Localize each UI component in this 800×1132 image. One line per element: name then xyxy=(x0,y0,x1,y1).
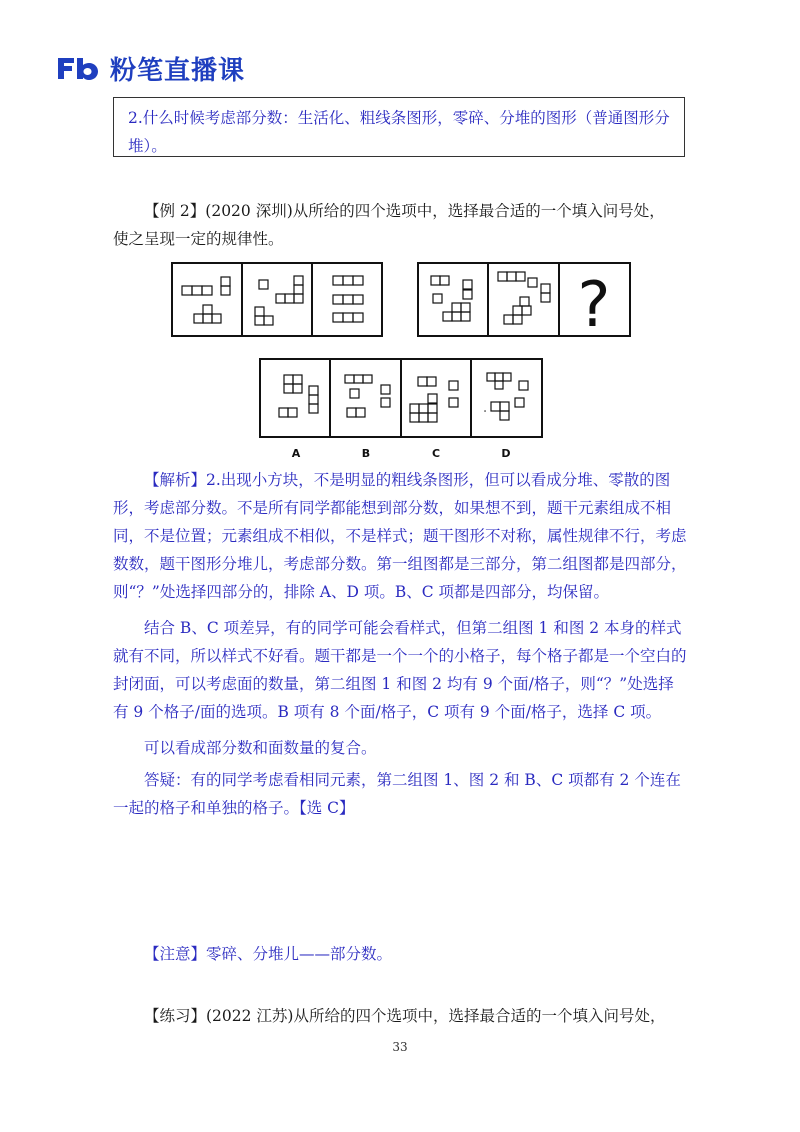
analysis-section xyxy=(113,466,687,822)
brand-name: 粉笔直播课 xyxy=(110,55,246,86)
panel-4-shapes xyxy=(431,276,472,321)
option-d-shapes xyxy=(485,373,528,420)
option-c-shapes xyxy=(410,377,458,422)
analysis-paragraph-3: 可以看成部分数和面数量的复合。 xyxy=(144,739,377,757)
panel-1-shapes xyxy=(182,277,230,323)
option-label-c: C xyxy=(431,447,441,460)
panel-3-shapes xyxy=(333,276,363,322)
analysis-paragraph-4: 答疑：有的同学考虑看相同元素，第二组图 1、图 2 和 B、C 项都有 2 个连在一起的格子和单独的格子。【选 C】 xyxy=(113,771,681,817)
option-label-d: D xyxy=(501,447,511,460)
key-point-box: 2.什么时候考虑部分数：生活化、粗线条图形，零碎、分堆的图形（普通图形分堆）。 xyxy=(113,97,685,157)
option-b-shapes xyxy=(345,375,390,417)
group1-panel-frame xyxy=(172,263,382,336)
question-mark: ? xyxy=(577,268,611,341)
panel-5-shapes xyxy=(498,272,550,324)
puzzle-figure xyxy=(0,0,800,470)
option-a-shapes xyxy=(279,375,318,417)
page-number: 33 xyxy=(392,1040,408,1054)
option-label-b: B xyxy=(361,447,371,460)
example-line-1: 【例 2】(2020 深圳)从所给的四个选项中，选择最合适的一个填入问号处， xyxy=(144,202,665,220)
analysis-paragraph-2: 结合 B、C 项差异，有的同学可能会看样式，但第二组图 1 和图 2 本身的样式就有不同，所以样式不好看。题干都是一个一个的小格子，每个格子都是一个空白的封闭面，可以考虑面的数量，第二组图 1 和图 2 均有 9 个面/格子，则“？”处选择有 9 个格子/面的选项。B 项有 8 个面/格子，C 项有 9 个面/格子，选择 C 项。 xyxy=(113,619,687,721)
practice-line: 【练习】(2022 江苏)从所给的四个选项中，选择最合适的一个填入问号处， xyxy=(144,1007,666,1025)
analysis-paragraph-1: 【解析】2.出现小方块，不是明显的粗线条图形，但可以看成分堆、零散的图形，考虑部分数。不是所有同学都能想到部分数，如果想不到，题干元素组成不相同，不是位置；元素组成不相似，不是样式；题干图形不对称，属性规律不行，考虑数数，题干图形分堆儿，考虑部分数。第一组图都是三部分，第二组图都是四部分，则“？”处选择四部分的，排除 A、D 项。B、C 项都是四部分，均保留。 xyxy=(113,471,687,601)
example-line-2: 使之呈现一定的规律性。 xyxy=(113,230,284,248)
panel-2-shapes xyxy=(255,276,303,325)
option-label-a: A xyxy=(291,447,301,460)
note-line: 【注意】零碎、分堆儿——部分数。 xyxy=(144,945,393,963)
